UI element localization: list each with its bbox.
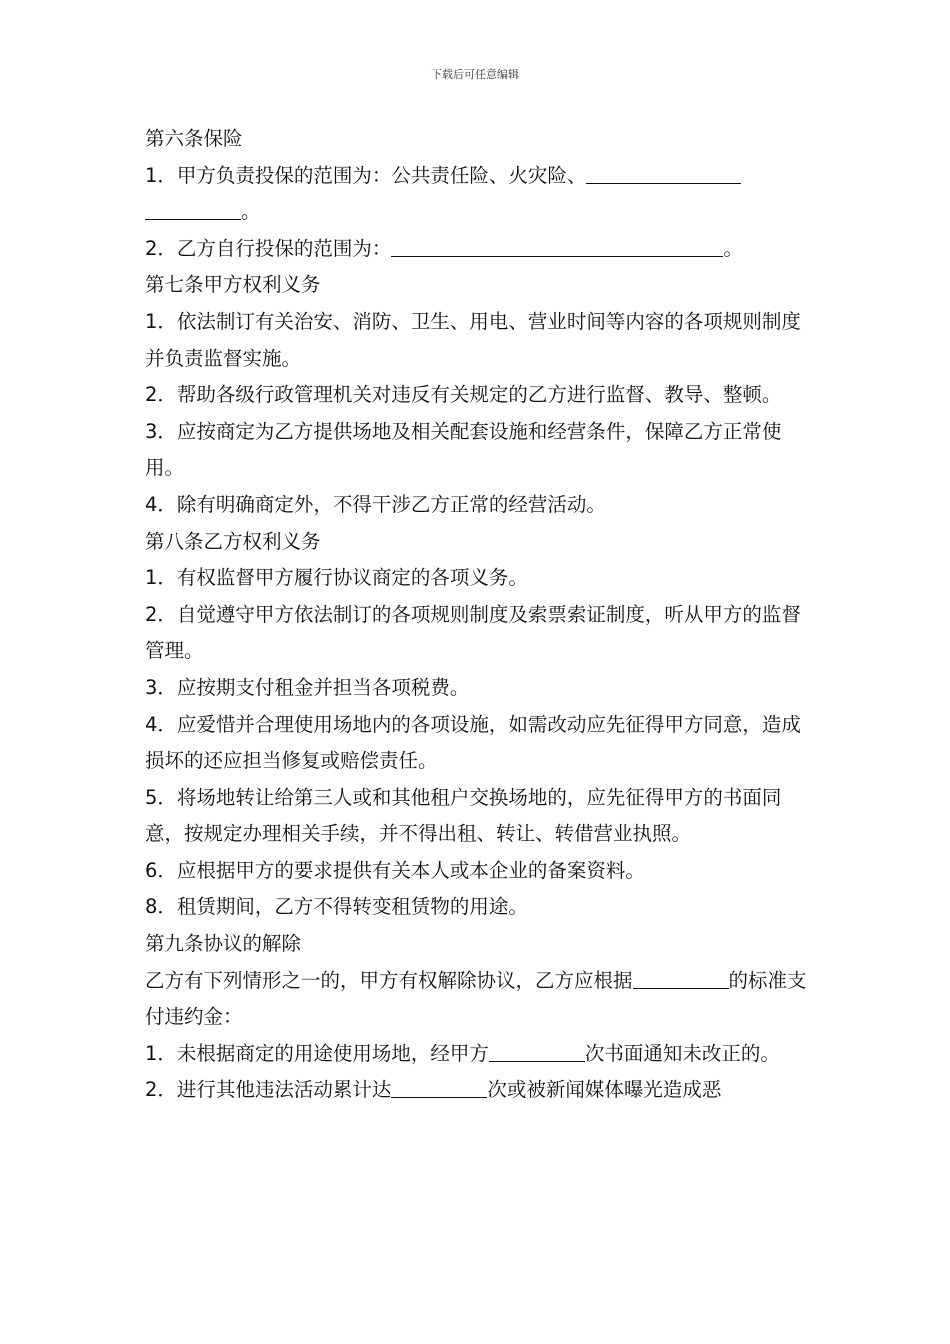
article-9-intro-text-end: 的标准支付违约金： [145,968,807,1029]
article-6-item-2-end: 。 [723,236,743,260]
article-7-item: 3．应按商定为乙方提供场地及相关配套设施和经营条件，保障乙方正常使用。 [145,419,782,480]
fill-blank [586,163,741,184]
page-header: 下载后可任意编辑 [431,68,519,81]
article-8-item: 6．应根据甲方的要求提供有关本人或本企业的备案资料。 [145,858,645,882]
article-9-item-1-text: 1．未根据商定的用途使用场地，经甲方 [145,1041,489,1065]
article-9-item-2-text: 2．进行其他违法活动累计达 [145,1078,392,1102]
article-7-item: 1．依法制订有关治安、消防、卫生、用电、营业时间等内容的各项规则制度并负责监督实施。 [145,309,801,370]
article-9-item-2 [145,1072,809,1109]
article-8-item: 3．应按期支付租金并担当各项税费。 [145,675,470,699]
article-9-intro-text: 乙方有下列情形之一的，甲方有权解除协议，乙方应根据 [145,968,633,992]
article-6-item-1-text: 1．甲方负责投保的范围为：公共责任险、火灾险、 [145,163,587,187]
article-6-item-2 [145,231,809,268]
article-8-item: 4．应爱惜并合理使用场地内的各项设施，如需改动应先征得甲方同意，造成损坏的还应担当修复或赔偿责任。 [145,712,801,773]
article-9-intro [145,963,809,1036]
article-9-item-1 [145,1036,809,1073]
article-7-item: 4．除有明确商定外，不得干涉乙方正常的经营活动。 [145,492,606,516]
article-9-item-2-text-end: 次或被新闻媒体曝光造成恶 [487,1078,722,1102]
article-8-item: 8．租赁期间，乙方不得转变租赁物的用途。 [145,895,528,919]
article-8-item: 5．将场地转让给第三人或和其他租户交换场地的，应先征得甲方的书面同意，按规定办理相关手续，并不得出租、转让、转借营业执照。 [145,785,782,846]
document-body [145,121,809,1109]
article-6-item-1 [145,158,809,231]
article-6-item-2-text: 2．乙方自行投保的范围为： [145,236,392,260]
article-7-item: 2．帮助各级行政管理机关对违反有关规定的乙方进行监督、教导、整顿。 [145,383,782,407]
fill-blank [145,199,241,220]
article-6-item-1-end: 。 [241,200,261,224]
article-7-title: 第七条甲方权利义务 [145,273,321,297]
fill-blank [391,1077,487,1098]
fill-blank [391,236,723,257]
article-8-item: 1．有权监督甲方履行协议商定的各项义务。 [145,566,528,590]
article-9-title: 第九条协议的解除 [145,932,302,956]
fill-blank [633,968,729,989]
fill-blank [489,1041,585,1062]
article-8-item: 2．自觉遵守甲方依法制订的各项规则制度及索票索证制度，听从甲方的监督管理。 [145,602,801,663]
article-9-item-1-text-end: 次书面通知未改正的。 [584,1041,780,1065]
article-6-title: 第六条保险 [145,127,243,150]
article-8-title: 第八条乙方权利义务 [145,529,321,553]
